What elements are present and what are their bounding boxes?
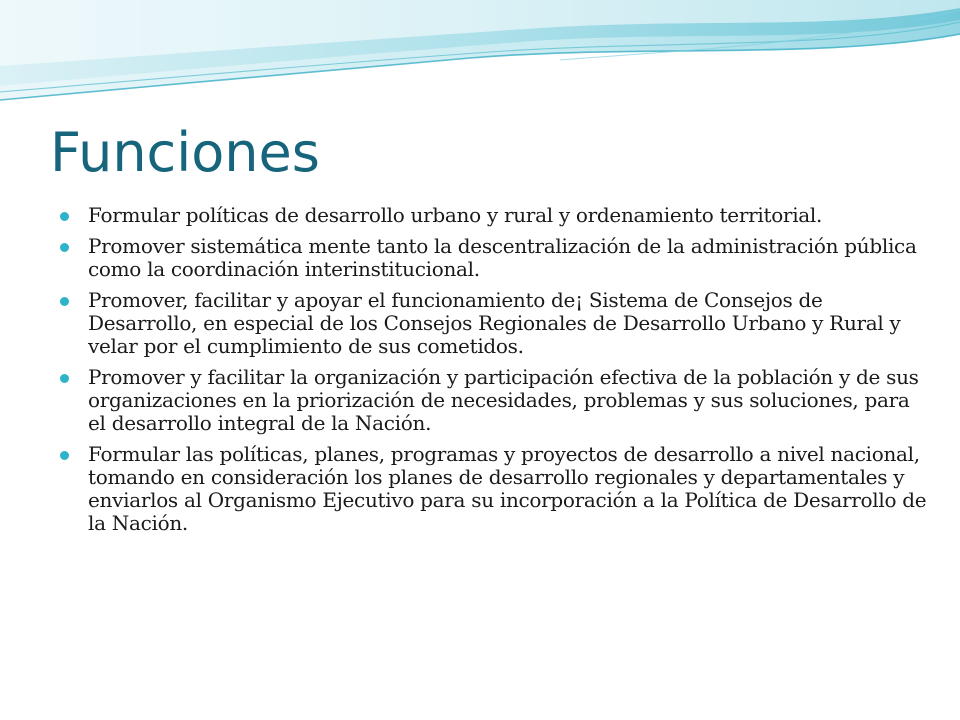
- bullet-text: Formular políticas de desarrollo urbano y rural y ordenamiento territorial.: [88, 203, 823, 227]
- bullet-text: Formular las políticas, planes, programas y proyectos de desarrollo a nivel nacional, tomando en consideración los planes de desarrollo regionales y departamentales y enviarlos al Organismo Ejecutivo para su incorporación a la Política de Desarrollo de la Nación.: [88, 442, 927, 535]
- bullet-icon: [60, 212, 69, 221]
- bullet-icon: [60, 451, 69, 460]
- list-item: [60, 443, 930, 535]
- wave-decoration: [0, 0, 960, 120]
- list-item: [60, 289, 930, 358]
- list-item: [60, 235, 930, 281]
- list-item: [60, 204, 930, 227]
- bullet-icon: [60, 374, 69, 383]
- bullet-text: Promover y facilitar la organización y participación efectiva de la población y de sus organizaciones en la priorización de necesidades, problemas y sus soluciones, para el desarrollo integral de la Nación.: [88, 365, 919, 435]
- bullet-text: Promover sistemática mente tanto la descentralización de la administración pública como la coordinación interinstitucional.: [88, 234, 917, 281]
- list-item: [60, 366, 930, 435]
- bullet-text: Promover, facilitar y apoyar el funcionamiento de¡ Sistema de Consejos de Desarrollo, en especial de los Consejos Regionales de Desarrollo Urbano y Rural y velar por el cumplimiento de sus cometidos.: [88, 288, 901, 358]
- bullet-icon: [60, 297, 69, 306]
- bullet-list: [60, 204, 930, 543]
- slide-title: Funciones: [50, 121, 320, 184]
- bullet-icon: [60, 243, 69, 252]
